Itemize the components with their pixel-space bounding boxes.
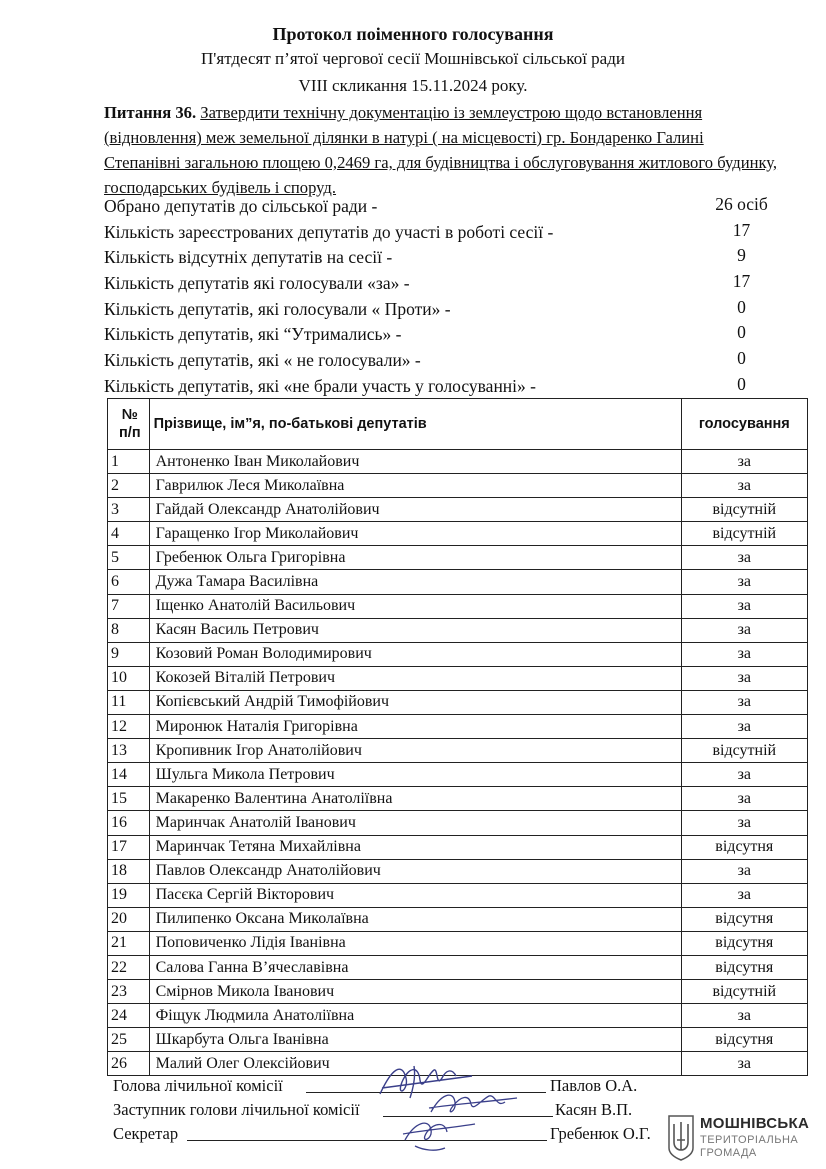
table-row: [108, 811, 808, 835]
deputy-name: Шульга Микола Петрович: [149, 763, 681, 787]
logo-subtitle: ТЕРИТОРІАЛЬНА: [700, 1134, 799, 1146]
signature-role: Секретар: [113, 1124, 179, 1143]
question-number: Питання 36.: [104, 103, 197, 122]
deputy-name: Іщенко Анатолій Васильович: [149, 594, 681, 618]
deputy-name: Миронюк Наталія Григорівна: [149, 715, 681, 739]
table-row: [108, 642, 808, 666]
stat-label: Кількість депутатів, які “Утримались» -: [104, 324, 402, 345]
vote-result: відсутня: [681, 907, 807, 931]
row-number: 5: [108, 546, 150, 570]
signature-name: Гребенюк О.Г.: [550, 1124, 651, 1143]
vote-result: за: [681, 690, 807, 714]
stat-row: [104, 271, 804, 297]
table-row: [108, 498, 808, 522]
stat-value: 0: [737, 373, 746, 394]
table-row: [108, 546, 808, 570]
deputy-name: Дужа Тамара Василівна: [149, 570, 681, 594]
handwritten-signature-secretary: [395, 1110, 485, 1154]
vote-result: відсутня: [681, 955, 807, 979]
deputy-name: Пилипенко Оксана Миколаївна: [149, 907, 681, 931]
deputy-name: Маринчак Тетяна Михайлівна: [149, 835, 681, 859]
stat-row: [104, 348, 804, 374]
document-title: Протокол поіменного голосування: [272, 24, 554, 44]
community-logo: [666, 1114, 816, 1164]
row-number: 16: [108, 811, 150, 835]
row-number: 8: [108, 618, 150, 642]
table-row: [108, 474, 808, 498]
row-number: 1: [108, 450, 150, 474]
signature-secretary: [113, 1124, 673, 1146]
vote-result: відсутній: [681, 980, 807, 1004]
stat-label: Кількість депутатів, які «не брали участь у голосуванні» -: [104, 375, 536, 396]
row-number: 21: [108, 931, 150, 955]
row-number: 26: [108, 1052, 150, 1076]
stat-row: [104, 194, 804, 220]
stat-label: Кількість депутатів, які « не голосували» -: [104, 350, 421, 371]
logo-title: МОШНІВСЬКА: [700, 1115, 810, 1132]
column-header-number: № п/п: [108, 399, 150, 450]
logo-subtitle-2: ГРОМАДА: [700, 1147, 757, 1159]
vote-result: за: [681, 883, 807, 907]
deputy-name: Кокозей Віталій Петрович: [149, 666, 681, 690]
stat-value: 17: [732, 271, 751, 292]
convocation-line: VIII скликання 15.11.2024 року.: [298, 76, 528, 95]
stat-label: Обрано депутатів до сільської ради -: [104, 196, 378, 216]
vote-result: відсутній: [681, 739, 807, 763]
stat-label: Кількість депутатів, які голосували « Проти» -: [104, 298, 451, 319]
row-number: 23: [108, 980, 150, 1004]
row-number: 24: [108, 1004, 150, 1028]
row-number: 22: [108, 955, 150, 979]
row-number: 14: [108, 763, 150, 787]
signature-name: Павлов О.А.: [550, 1076, 638, 1095]
stat-label: Кількість зареєстрованих депутатів до участі в роботі сесії -: [104, 221, 554, 242]
vote-result: за: [681, 618, 807, 642]
deputy-name: Маринчак Анатолій Іванович: [149, 811, 681, 835]
table-row: [108, 835, 808, 859]
row-number: 4: [108, 522, 150, 546]
vote-result: за: [681, 1052, 807, 1076]
vote-result: за: [681, 787, 807, 811]
table-row: [108, 570, 808, 594]
stat-value: 17: [732, 219, 751, 240]
deputy-name: Салова Ганна В’ячеславівна: [149, 955, 681, 979]
vote-result: відсутня: [681, 1028, 807, 1052]
deputy-name: Гребенюк Ольга Григорівна: [149, 546, 681, 570]
vote-result: за: [681, 811, 807, 835]
stat-row: [104, 245, 804, 271]
table-row: [108, 522, 808, 546]
table-row: [108, 931, 808, 955]
vote-result: за: [681, 859, 807, 883]
vote-result: за: [681, 666, 807, 690]
stat-row: [104, 374, 804, 400]
row-number: 20: [108, 907, 150, 931]
deputy-name: Смірнов Микола Іванович: [149, 980, 681, 1004]
vote-result: за: [681, 450, 807, 474]
vote-result: за: [681, 642, 807, 666]
row-number: 13: [108, 739, 150, 763]
vote-result: за: [681, 715, 807, 739]
deputy-name: Макаренко Валентина Анатоліївна: [149, 787, 681, 811]
stat-value: 26 осіб: [715, 194, 768, 214]
deputy-name: Козовий Роман Володимирович: [149, 642, 681, 666]
deputy-name: Гаврилюк Леся Миколаївна: [149, 474, 681, 498]
table-row: [108, 787, 808, 811]
stat-row: [104, 322, 804, 348]
signature-role: Голова лічильної комісії: [113, 1076, 283, 1095]
vote-statistics: [104, 194, 804, 400]
stat-row: [104, 220, 804, 246]
deputy-name: Касян Василь Петрович: [149, 618, 681, 642]
table-row: [108, 690, 808, 714]
stat-value: 0: [737, 296, 746, 317]
row-number: 15: [108, 787, 150, 811]
agenda-question: [104, 100, 784, 200]
row-number: 7: [108, 594, 150, 618]
row-number: 18: [108, 859, 150, 883]
deputy-name: Гайдай Олександр Анатолійович: [149, 498, 681, 522]
row-number: 25: [108, 1028, 150, 1052]
column-header-name: Прізвище, ім”я, по-батькові депутатів: [149, 399, 681, 450]
table-row: [108, 1004, 808, 1028]
deputy-name: Фіщук Людмила Анатоліївна: [149, 1004, 681, 1028]
stat-value: 9: [737, 245, 746, 266]
signature-name: Касян В.П.: [555, 1100, 633, 1119]
row-number: 11: [108, 690, 150, 714]
table-row: [108, 594, 808, 618]
table-row: [108, 883, 808, 907]
table-row: [108, 450, 808, 474]
stat-label: Кількість депутатів які голосували «за» -: [104, 273, 410, 294]
row-number: 6: [108, 570, 150, 594]
deputy-name: Шкарбута Ольга Іванівна: [149, 1028, 681, 1052]
vote-result: за: [681, 763, 807, 787]
stat-value: 0: [737, 322, 746, 343]
table-header-row: [108, 399, 808, 450]
vote-result: відсутня: [681, 835, 807, 859]
trident-emblem-icon: [666, 1114, 696, 1162]
table-row: [108, 859, 808, 883]
vote-result: відсутня: [681, 931, 807, 955]
signature-line: [187, 1140, 547, 1141]
deputy-name: Поповиченко Лідія Іванівна: [149, 931, 681, 955]
table-row: [108, 980, 808, 1004]
row-number: 17: [108, 835, 150, 859]
deputy-name: Гаращенко Ігор Миколайович: [149, 522, 681, 546]
deputy-name: Павлов Олександр Анатолійович: [149, 859, 681, 883]
table-row: [108, 763, 808, 787]
table-row: [108, 955, 808, 979]
deputy-name: Пасєка Сергій Вікторович: [149, 883, 681, 907]
row-number: 9: [108, 642, 150, 666]
deputy-name: Кропивник Ігор Анатолійович: [149, 739, 681, 763]
session-line: П'ятдесят п’ятої чергової сесії Мошнівської сільської ради: [201, 49, 625, 68]
row-number: 19: [108, 883, 150, 907]
table-row: [108, 618, 808, 642]
roll-call-table: [107, 398, 808, 1076]
vote-result: відсутній: [681, 522, 807, 546]
table-row: [108, 739, 808, 763]
vote-result: за: [681, 594, 807, 618]
table-row: [108, 1028, 808, 1052]
stat-value: 0: [737, 348, 746, 369]
deputy-name: Малий Олег Олексійович: [149, 1052, 681, 1076]
table-row: [108, 666, 808, 690]
row-number: 2: [108, 474, 150, 498]
signature-role: Заступник голови лічильної комісії: [113, 1100, 360, 1119]
row-number: 10: [108, 666, 150, 690]
row-number: 3: [108, 498, 150, 522]
column-header-vote: голосування: [681, 399, 807, 450]
vote-result: за: [681, 546, 807, 570]
vote-result: за: [681, 1004, 807, 1028]
vote-result: відсутній: [681, 498, 807, 522]
deputy-name: Копієвський Андрій Тимофійович: [149, 690, 681, 714]
question-text: Затвердити технічну документацію із землеустрою щодо встановлення (відновлення) меж земельної ділянки в натурі ( на місцевості) гр. Бондаренко Галині Степанівні загальною площею 0,2469 га, для будівництва і обслуговування житлового будинку, господарських будівель і споруд.: [104, 103, 778, 197]
vote-result: за: [681, 474, 807, 498]
vote-result: за: [681, 570, 807, 594]
stat-label: Кількість відсутніх депутатів на сесії -: [104, 247, 393, 268]
table-row: [108, 715, 808, 739]
stat-row: [104, 297, 804, 323]
table-row: [108, 907, 808, 931]
deputy-name: Антоненко Іван Миколайович: [149, 450, 681, 474]
row-number: 12: [108, 715, 150, 739]
